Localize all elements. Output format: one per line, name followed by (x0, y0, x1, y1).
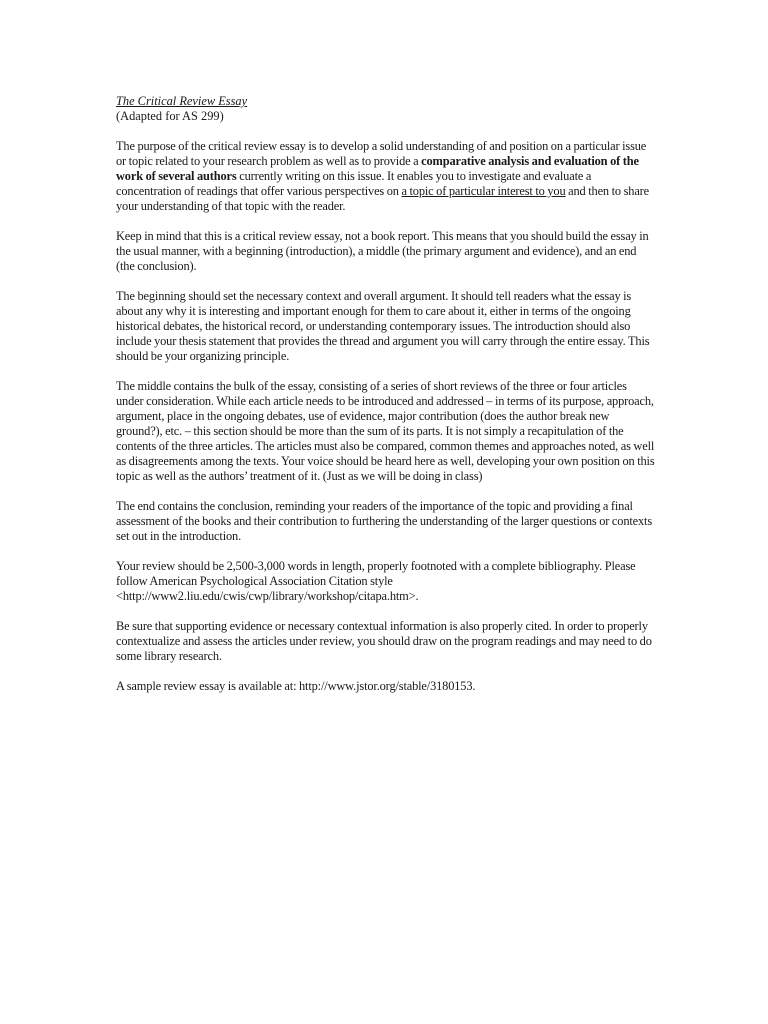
paragraph-middle: The middle contains the bulk of the essay, consisting of a series of short reviews of the three or four articles under consideration. While each article needs to be introduced and addressed – in terms of its purpose, approach, argument, place in the ongoing debates, use of evidence, major contribution (does the author break new ground?), etc. – this section should be more than the sum of its parts. It is not simply a recapitulation of the contents of the three articles. The articles must also be compared, common themes and approaches noted, as well as disagreements among the texts. Your voice should be heard here as well, developing your own position on this topic as well as the authors’ treatment of it. (Just as we will be doing in class) (116, 379, 655, 483)
document-header (116, 94, 656, 124)
purpose-emphasis: comparative analysis and evaluation of the work of several authors (116, 154, 639, 183)
document-body (116, 94, 656, 709)
purpose-underline: a topic of particular interest to you (401, 184, 566, 198)
paragraph-beginning: The beginning should set the necessary context and overall argument. It should tell readers what the essay is about any why it is interesting and important enough for them to care about it, either in terms of the ongoing historical debates, the historical record, or understanding contemporary issues. The introduction should also include your thesis statement that provides the thread and argument you will carry through the entire essay. This should be your organizing principle. (116, 289, 650, 363)
paragraph-length: Your review should be 2,500-3,000 words in length, properly footnoted with a complete bibliography. Please follow American Psychological Association Citation style <http://www2.liu.edu/cwis/cwp/library/workshop/citapa.htm>. (116, 559, 636, 603)
paragraph-end: The end contains the conclusion, reminding your readers of the importance of the topic and providing a final assessment of the books and their contribution to furthering the understanding of the larger questions or contexts set out in the introduction. (116, 499, 653, 543)
paragraph-purpose (116, 139, 656, 214)
paragraph-sample: A sample review essay is available at: http://www.jstor.org/stable/3180153. (116, 679, 476, 693)
document-title: The Critical Review Essay (116, 94, 248, 108)
purpose-text-2: currently writing on this issue. It enables you to investigate and evaluate a concentration of readings that offer various perspectives on (116, 169, 592, 198)
document-subtitle: (Adapted for AS 299) (116, 109, 224, 123)
paragraph-structure: Keep in mind that this is a critical review essay, not a book report. This means that you should build the essay in the usual manner, with a beginning (introduction), a middle (the primary argument and evidence), and an end (the conclusion). (116, 229, 649, 273)
paragraph-citations: Be sure that supporting evidence or necessary contextual information is also properly cited. In order to properly contextualize and assess the articles under review, you should draw on the program readings and may need to do some library research. (116, 619, 652, 663)
purpose-text-1: The purpose of the critical review essay is to develop a solid understanding of and position on a particular issue or topic related to your research problem as well as to provide a (116, 139, 647, 168)
purpose-text-3: and then to share your understanding of that topic with the reader. (116, 184, 649, 213)
